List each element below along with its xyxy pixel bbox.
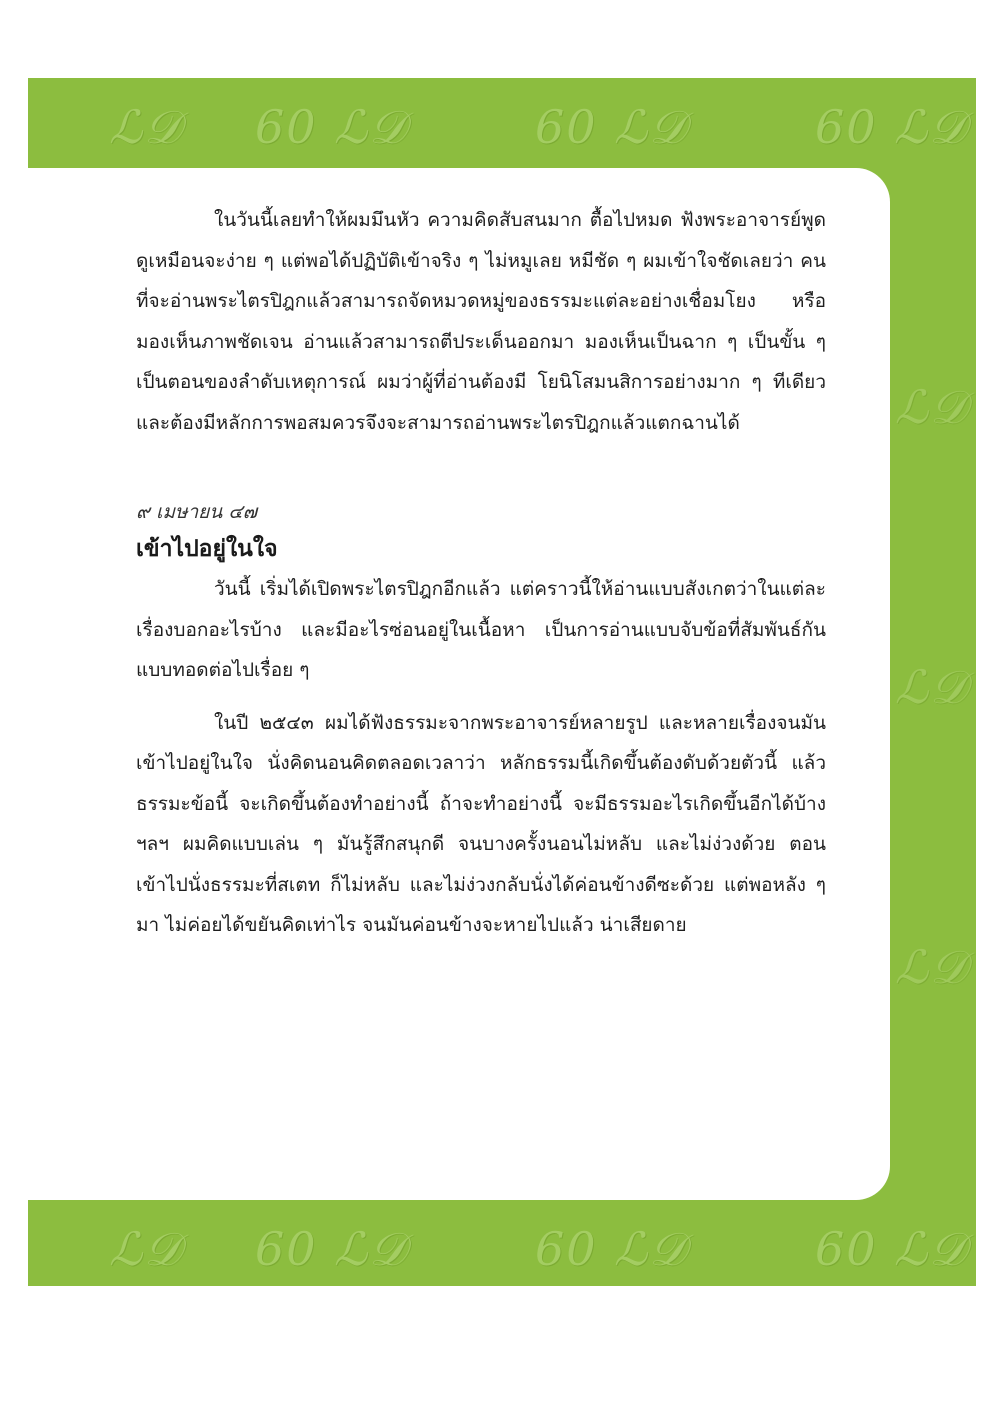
paragraph-2: วันนี้ เริ่มได้เปิดพระไตรปิฎกอีกแล้ว แต่คราวนี้ให้อ่านแบบสังเกตว่าในแต่ละเรื่องบอกอะไรบ้าง และมีอะไรซ่อนอยู่ในเนื้อหา เป็นการอ่านแบบจับข้อที่สัมพันธ์กันแบบทอดต่อไปเรื่อย ๆ	[136, 578, 826, 681]
watermark-logo: 60 ℒ𝒟	[815, 100, 969, 154]
watermark-number: 60	[815, 1222, 878, 1276]
watermark-logo: ℒ𝒟	[895, 940, 969, 994]
watermark-number: 60	[815, 100, 878, 154]
watermark-logo: 60 ℒ𝒟	[255, 100, 409, 154]
watermark-number: 60	[255, 1222, 318, 1276]
paragraph-3: ในปี ๒๕๔๓ ผมได้ฟังธรรมะจากพระอาจารย์หลายรูป และหลายเรื่องจนมันเข้าไปอยู่ในใจ นั่งคิดนอนคิดตลอดเวลาว่า หลักธรรมนี้เกิดขึ้นต้องดับด้วยตัวนี้ แล้วธรรมะข้อนี้ จะเกิดขึ้นต้องทำอย่างนี้ ถ้าจะทำอย่างนี้ จะมีธรรมอะไรเกิดขึ้นอีกได้บ้าง ฯลฯ ผมคิดแบบเล่น ๆ มันรู้สึกสนุกดี จนบางครั้งนอนไม่หลับ และไม่ง่วงด้วย ตอนเข้าไปนั่งธรรมะที่สเตท ก็ไม่หลับ และไม่ง่วงกลับนั่งได้ค่อนข้างดีซะด้วย แต่พอหลัง ๆ มา ไม่ค่อยได้ขยันคิดเท่าไร จนมันค่อนข้างจะหายไปแล้ว น่าเสียดาย	[136, 711, 826, 936]
watermark-logo: 60 ℒ𝒟	[535, 1222, 689, 1276]
watermark-logo: 60 ℒ𝒟	[815, 1222, 969, 1276]
watermark-logo: ℒ𝒟	[92, 100, 184, 154]
entry-heading: เข้าไปอยู่ในใจ	[136, 536, 278, 562]
watermark-number: 60	[535, 1222, 598, 1276]
watermark-number: 60	[535, 100, 598, 154]
watermark-logo: 60 ℒ𝒟	[255, 1222, 409, 1276]
watermark-logo: ℒ𝒟	[92, 1222, 184, 1276]
watermark-logo: ℒ𝒟	[895, 660, 969, 714]
watermark-logo: 60 ℒ𝒟	[535, 100, 689, 154]
entry-date: ๙ เมษายน ๔๗	[136, 501, 257, 523]
paragraph-1: ในวันนี้เลยทำให้ผมมึนหัว ความคิดสับสนมาก ตื้อไปหมด ฟังพระอาจารย์พูดดูเหมือนจะง่าย ๆ แต่พอได้ปฏิบัติเข้าจริง ๆ ไม่หมูเลย หมีชัด ๆ ผมเข้าใจชัดเลยว่า คนที่จะอ่านพระไตรปิฎกแล้วสามารถจัดหมวดหมู่ของธรรมะแต่ละอย่างเชื่อมโยง หรือมองเห็นภาพชัดเจน อ่านแล้วสามารถตีประเด็นออกมา มองเห็นเป็นฉาก ๆ เป็นขั้น ๆ เป็นตอนของลำดับเหตุการณ์ ผมว่าผู้ที่อ่านต้องมี โยนิโสมนสิการอย่างมาก ๆ ทีเดียว และต้องมีหลักการพอสมควรจึงจะสามารถอ่านพระไตรปิฎกแล้วแตกฉานได้	[136, 209, 826, 434]
watermark-number: 60	[255, 100, 318, 154]
page-content	[136, 200, 826, 946]
watermark-logo: ℒ𝒟	[895, 380, 969, 434]
